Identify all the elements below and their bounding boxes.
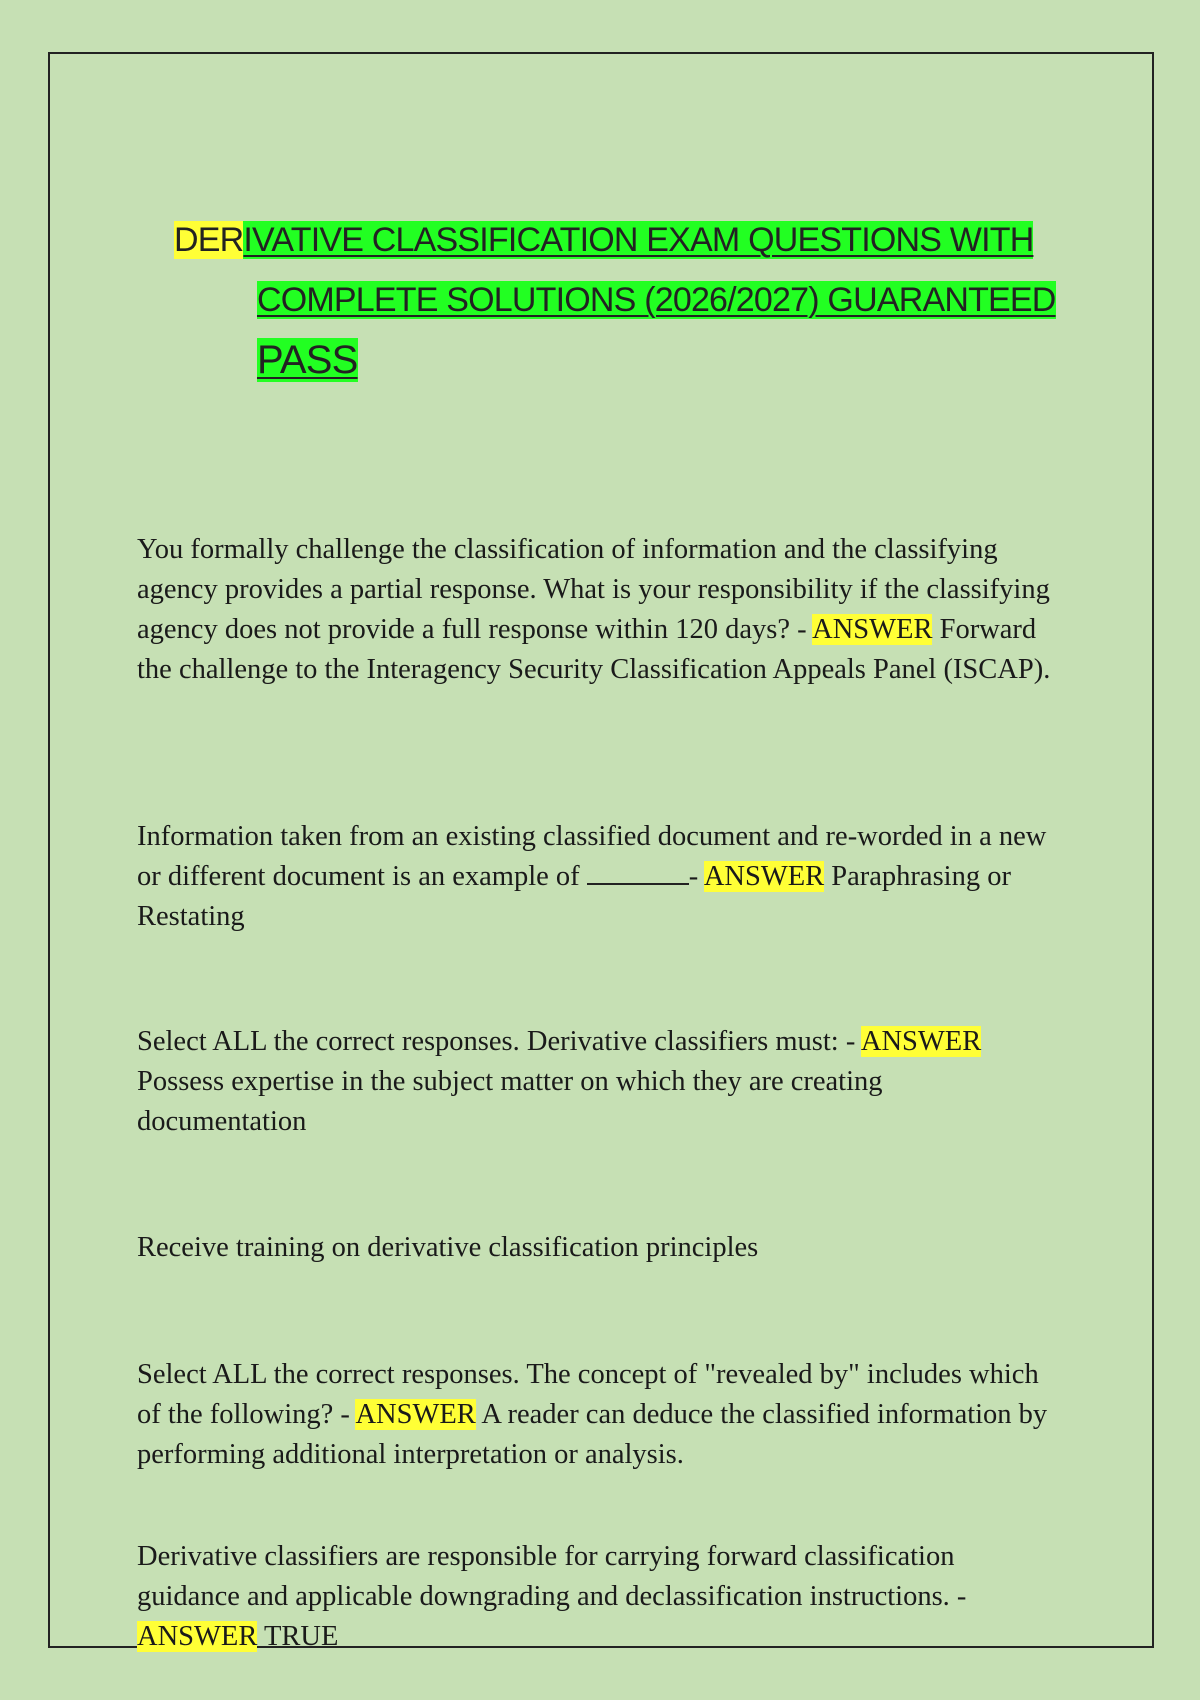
answer-text: TRUE	[257, 1621, 339, 1652]
question-text-after-blank: -	[688, 861, 704, 892]
qa-item-4	[137, 1228, 1057, 1268]
question-text: Derivative classifiers are responsible for carrying forward classification guidance and applicable downgrading and declassification instructions. -	[137, 1541, 967, 1612]
qa-item-2	[137, 817, 1057, 937]
answer-label: ANSWER	[355, 1399, 476, 1430]
title-line-2	[174, 270, 1074, 330]
title-highlight-green: IVATIVE CLASSIFICATION EXAM QUESTIONS WITH	[243, 221, 1034, 259]
answer-text: Possess expertise in the subject matter on which they are creating documentation	[137, 1066, 883, 1137]
title-line-1	[174, 210, 1074, 270]
answer-text: Paraphrasing or Restating	[137, 861, 1011, 932]
answer-label: ANSWER	[137, 1621, 258, 1652]
answer-continuation-text: Receive training on derivative classification principles	[137, 1232, 759, 1263]
question-text: You formally challenge the classification of information and the classifying agency provides a partial response. What is your responsibility if the classifying agency does not provide a full response within 120 days? -	[137, 534, 1050, 645]
qa-item-5	[137, 1355, 1057, 1475]
qa-item-6	[137, 1537, 1057, 1657]
answer-label: ANSWER	[703, 861, 825, 892]
question-text: Select ALL the correct responses. The concept of "revealed by" includes which of the following? -	[137, 1359, 1039, 1430]
title-line-3-text: PASS	[257, 338, 358, 382]
answer-label: ANSWER	[860, 1026, 982, 1057]
qa-item-1	[137, 530, 1057, 690]
document-title	[174, 210, 1074, 382]
answer-text: Forward the challenge to the Interagency Security Classification Appeals Panel (ISCAP).	[137, 614, 1051, 685]
answer-label: ANSWER	[812, 614, 933, 645]
answer-text: A reader can deduce the classified information by performing additional interpretation or analysis.	[137, 1399, 1048, 1470]
question-text: Select ALL the correct responses. Derivative classifiers must: -	[137, 1026, 861, 1057]
question-text: Information taken from an existing classified document and re-worded in a new or different document is an example of	[137, 821, 1047, 892]
title-line-3	[174, 330, 1074, 390]
qa-item-3	[137, 1022, 1057, 1142]
title-highlight-yellow: DER	[174, 221, 244, 259]
fill-in-blank	[587, 859, 689, 885]
title-line-2-text: COMPLETE SOLUTIONS (2026/2027) GUARANTEED	[257, 281, 1056, 319]
